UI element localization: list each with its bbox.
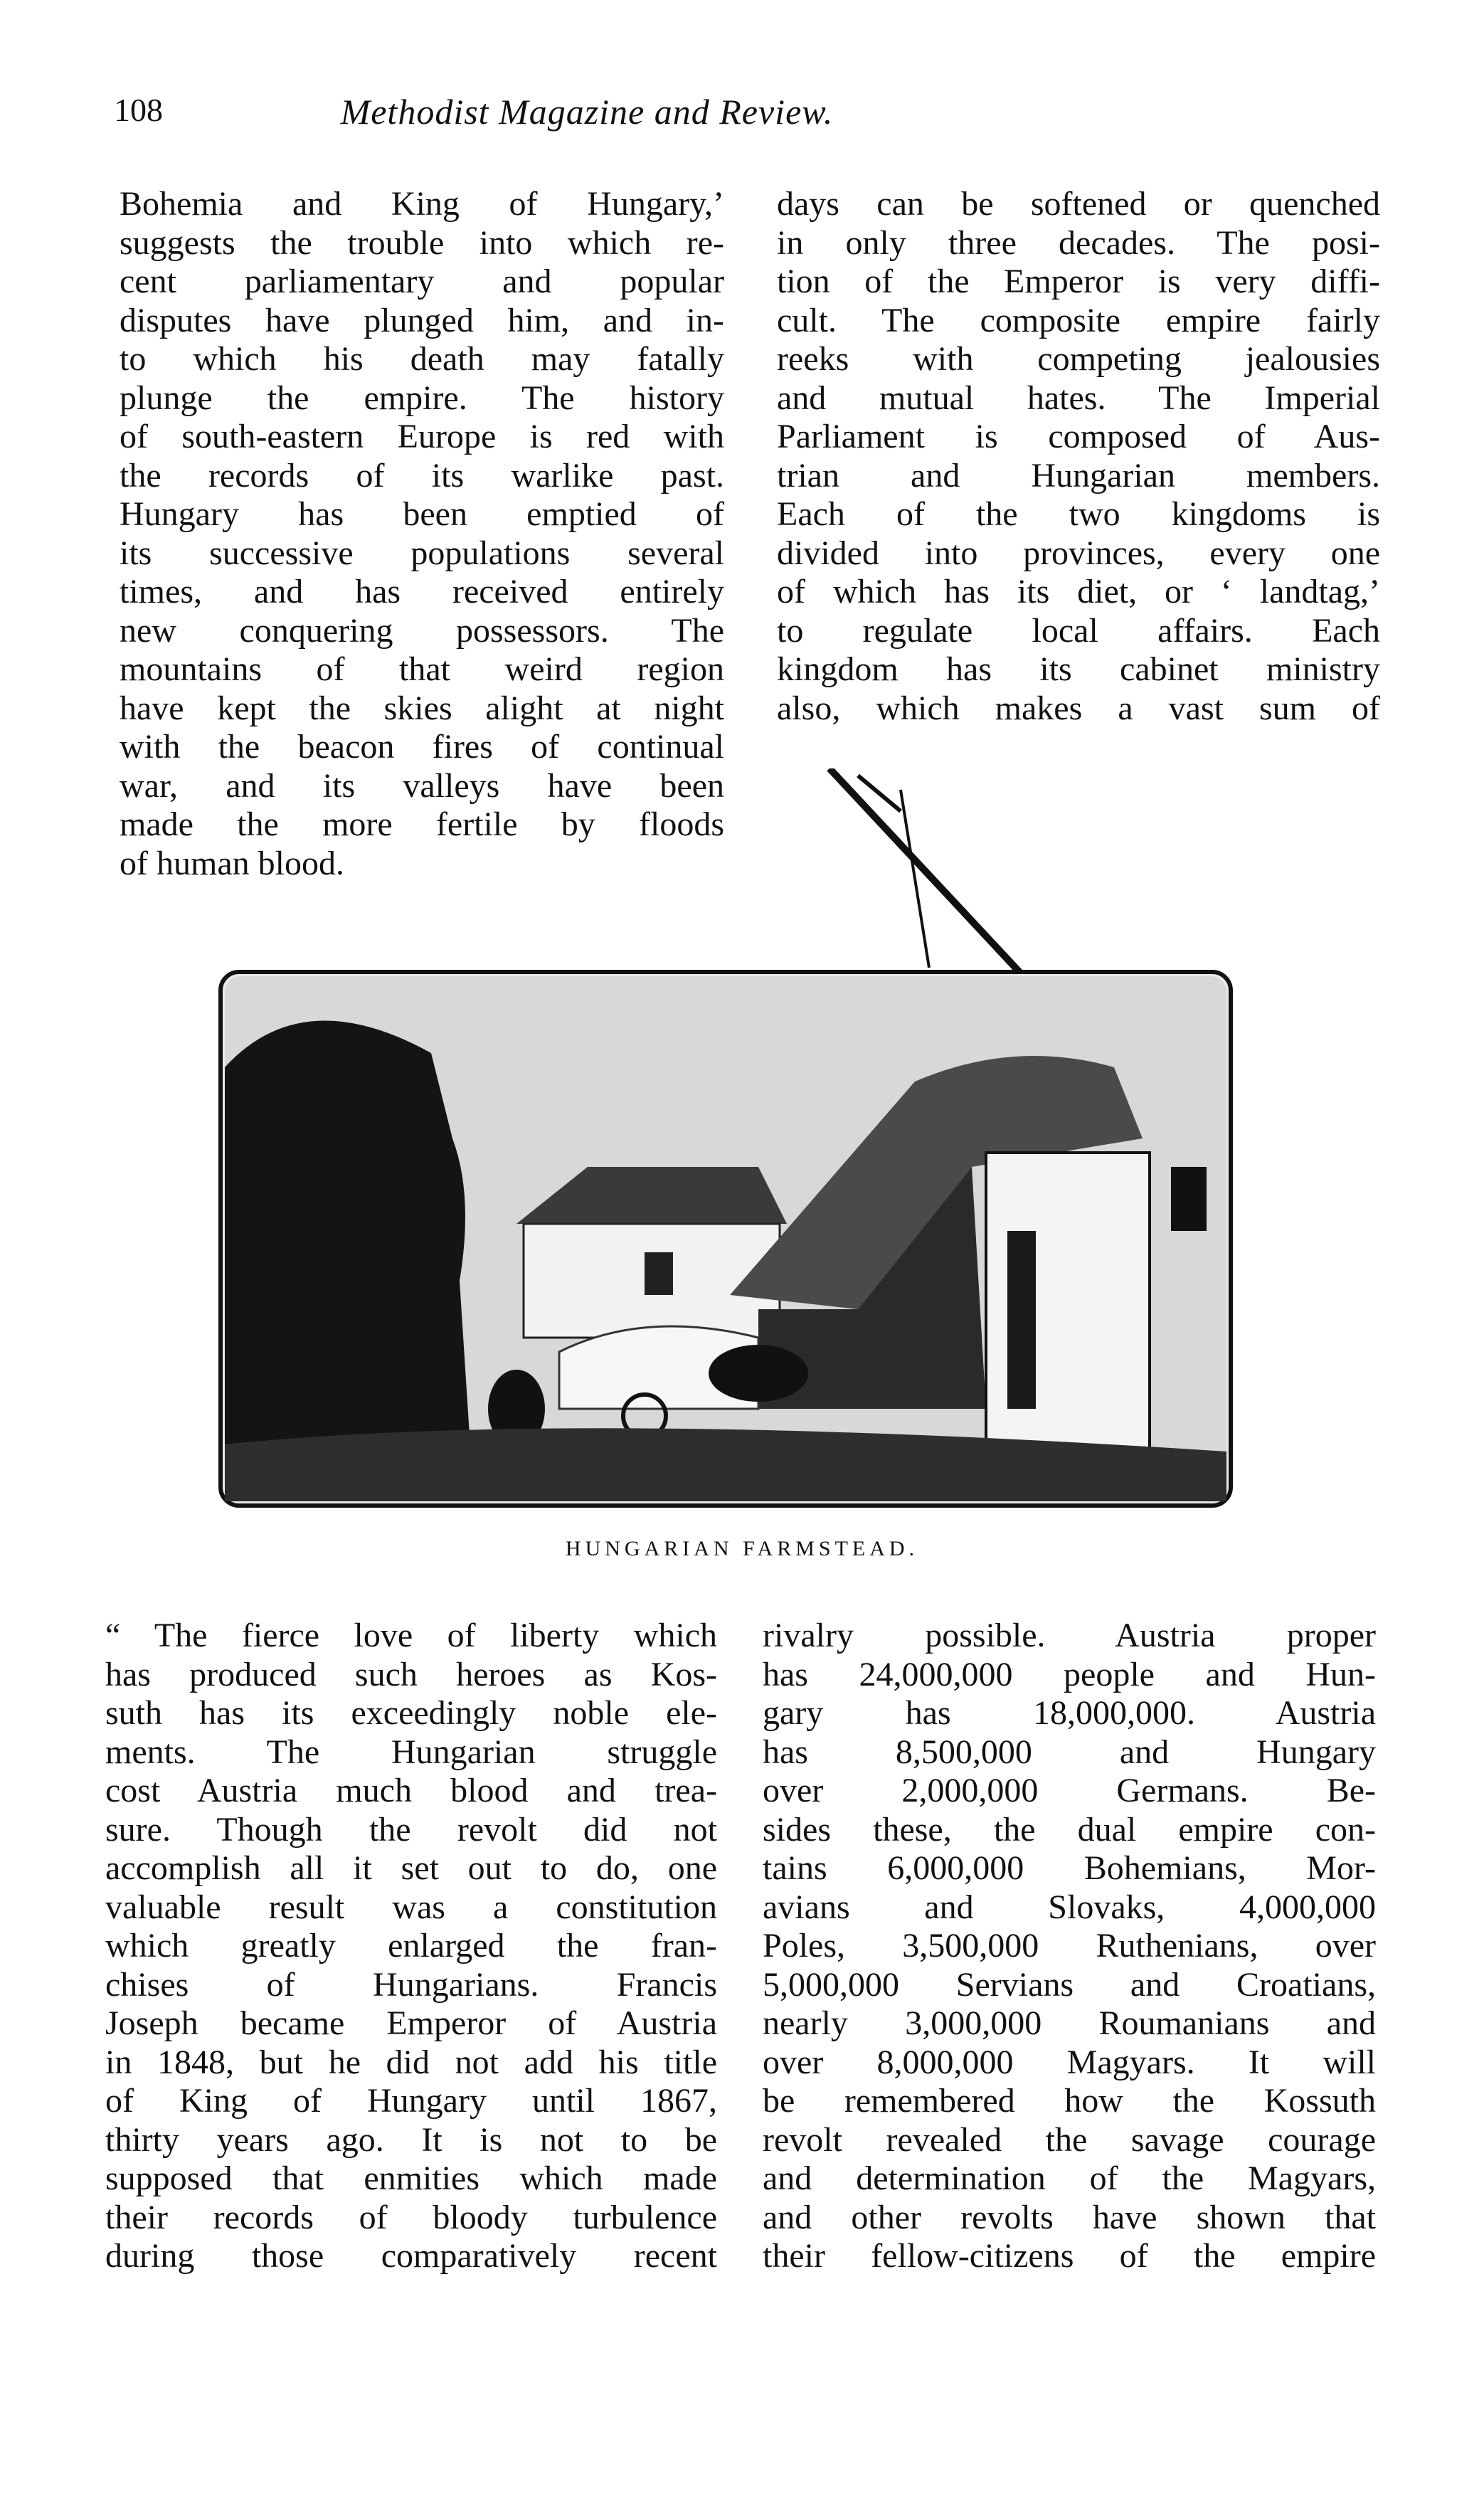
figure-caption: HUNGARIAN FARMSTEAD. [565, 1537, 919, 1560]
text-line: in only three decades. The posi- [777, 223, 1380, 262]
text-line: over 2,000,000 Germans. Be- [763, 1772, 1376, 1809]
text-line: in 1848, but he did not add his title [105, 2043, 717, 2081]
text-line: of which has its diet, or ‘ landtag,’ [777, 573, 1380, 610]
text-line: over 8,000,000 Magyars. It will [763, 2043, 1376, 2081]
text-line: 5,000,000 Servians and Croatians, [763, 1965, 1376, 2004]
well-bucket [1171, 1167, 1207, 1231]
text-line: sides these, the dual empire con- [763, 1810, 1376, 1849]
text-column-bottom-right [763, 1617, 1376, 2276]
ox [709, 1345, 808, 1402]
illustration-hungarian-farmstead [218, 768, 1234, 1508]
text-line: of King of Hungary until 1867, [105, 2082, 717, 2120]
text-line: war, and its valleys have been [120, 766, 724, 805]
text-line: kingdom has its cabinet ministry [777, 650, 1380, 688]
text-line: new conquering possessors. The [120, 611, 724, 650]
text-line: times, and has received entirely [120, 573, 724, 610]
text-line: divided into provinces, every one [777, 534, 1380, 572]
text-line: Hungary has been emptied of [120, 495, 724, 533]
text-line: be remembered how the Kossuth [763, 2082, 1376, 2120]
well-post [901, 790, 929, 968]
text-column-top-right [777, 185, 1380, 728]
text-line: their records of bloody turbulence [105, 2198, 717, 2236]
text-line: Each of the two kingdoms is [777, 495, 1380, 533]
text-line: tion of the Emperor is very diffi- [777, 263, 1380, 300]
text-line: Bohemia and King of Hungary,’ [120, 185, 724, 223]
text-line: valuable result was a constitution [105, 1888, 717, 1926]
text-line: reeks with competing jealousies [777, 340, 1380, 378]
farmhouse-door [1007, 1231, 1036, 1409]
text-line: and other revolts have shown that [763, 2198, 1376, 2236]
text-column-bottom-left [105, 1617, 717, 2276]
text-line: gary has 18,000,000. Austria [763, 1694, 1376, 1732]
text-line: plunge the empire. The history [120, 379, 724, 417]
text-line: cent parliamentary and popular [120, 263, 724, 300]
text-line: cost Austria much blood and trea- [105, 1772, 717, 1809]
text-line: the records of its warlike past. [120, 456, 724, 495]
text-line: to which his death may fatally [120, 340, 724, 378]
text-line: Poles, 3,500,000 Ruthenians, over [763, 1927, 1376, 1965]
text-line: which greatly enlarged the fran- [105, 1927, 717, 1965]
text-line: chises of Hungarians. Francis [105, 1965, 717, 2004]
left-trees [225, 1021, 474, 1501]
text-line: has produced such heroes as Kos- [105, 1655, 717, 1693]
text-line: nearly 3,000,000 Roumanians and [763, 2004, 1376, 2042]
text-line: their fellow-citizens of the empire [763, 2237, 1376, 2275]
text-line: suth has its exceedingly noble ele- [105, 1694, 717, 1732]
text-line: during those comparatively recent [105, 2237, 717, 2275]
text-line: Parliament is composed of Aus- [777, 418, 1380, 455]
running-header [114, 91, 1060, 148]
text-line: also, which makes a vast sum of [777, 689, 1380, 727]
text-line: made the more fertile by floods [120, 805, 724, 843]
text-line: thirty years ago. It is not to be [105, 2120, 717, 2159]
text-line: its successive populations several [120, 534, 724, 572]
text-line: accomplish all it set out to do, one [105, 1849, 717, 1887]
running-title: Methodist Magazine and Review. [340, 92, 834, 132]
text-line: suggests the trouble into which re- [120, 223, 724, 262]
text-line: ments. The Hungarian struggle [105, 1733, 717, 1771]
text-line: days can be softened or quenched [777, 185, 1380, 223]
text-line: and determination of the Magyars, [763, 2159, 1376, 2197]
text-line: to regulate local affairs. Each [777, 611, 1380, 650]
text-line: sure. Though the revolt did not [105, 1810, 717, 1849]
text-line: tains 6,000,000 Bohemians, Mor- [763, 1849, 1376, 1887]
text-line: of south-eastern Europe is red with [120, 418, 724, 455]
text-line: avians and Slovaks, 4,000,000 [763, 1888, 1376, 1926]
farmstead-engraving [218, 768, 1234, 1508]
text-line: disputes have plunged him, and in- [120, 301, 724, 339]
text-line: have kept the skies alight at night [120, 689, 724, 727]
text-line: rivalry possible. Austria proper [763, 1617, 1376, 1654]
text-line: cult. The composite empire fairly [777, 301, 1380, 339]
text-line: with the beacon fires of continual [120, 728, 724, 766]
cottage-window [645, 1252, 673, 1295]
text-line: revolt revealed the savage courage [763, 2120, 1376, 2159]
text-line: supposed that enmities which made [105, 2159, 717, 2197]
text-line: trian and Hungarian members. [777, 456, 1380, 495]
page-number: 108 [114, 92, 163, 128]
text-line: mountains of that weird region [120, 650, 724, 688]
text-line: “ The fierce love of liberty which [105, 1617, 717, 1654]
text-line: and mutual hates. The Imperial [777, 379, 1380, 417]
text-line: has 8,500,000 and Hungary [763, 1733, 1376, 1771]
text-line: Joseph became Emperor of Austria [105, 2004, 717, 2042]
well-sweep-pole [830, 768, 1029, 982]
text-line: has 24,000,000 people and Hun- [763, 1655, 1376, 1693]
text-line: of human blood. [120, 844, 344, 882]
